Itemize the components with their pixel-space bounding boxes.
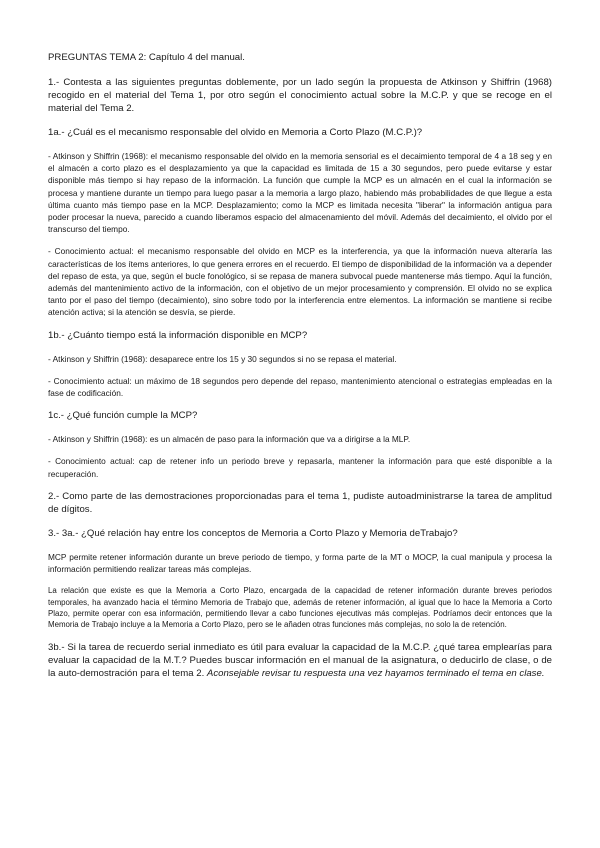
question-1c: 1c.- ¿Qué función cumple la MCP? <box>48 410 198 422</box>
question-3b-text: 3b.- Si la tarea de recuerdo serial inmediato es útil para evaluar la capacidad de la M.C.P. ¿qué tarea emplearías para evaluar la capacidad de la M.T.? Puedes buscar información en el manual de la asignatura, o deducirlo de clase, o de la auto-demostración para el tema 2. <box>48 641 552 679</box>
answer-3a-relation: La relación que existe es que la Memoria a Corto Plazo, encargada de la capacidad de retener información durante breves periodos temporales, ha avanzado hacia el término Memoria de Trabajo que, además de retener información, al igual que lo hace la Memoria a Corto Plazo, permite operar con esa información, permitiendo llevar a cabo funciones ejecutivas más complejas. Podríamos decir entonces que la Memoria de Trabajo incluye a la Memoria a Corto Plazo, pero se le añaden otras funciones más complejas, no solo la de retención. <box>48 586 552 630</box>
question-1: 1.- Contesta a las siguientes preguntas doblemente, por un lado según la propuesta de Atkinson y Shiffrin (1968) recogido en el material del Tema 1, por otro según el conocimiento actual sobre la M.C.P. y que se recoge en el material del Tema 2. <box>48 77 552 114</box>
question-3b-note: Aconsejable revisar tu respuesta una vez hayamos terminado el tema en clase. <box>206 667 545 679</box>
answer-1c-actual: - Conocimiento actual: cap de retener info un periodo breve y repasarla, mantener la información para que esté disponible a la recuperación. <box>48 456 552 479</box>
question-3a: 3.- 3a.- ¿Qué relación hay entre los conceptos de Memoria a Corto Plazo y Memoria deTrabajo? <box>48 527 458 539</box>
answer-1c-atkinson: - Atkinson y Shiffrin (1968): es un almacén de paso para la información que va a dirigirse a la MLP. <box>48 434 411 445</box>
answer-1a-actual: - Conocimiento actual: el mecanismo responsable del olvido en MCP es la interferencia, ya que la información nueva alteraría las características de los ítems anteriores, lo que genera errores en el recuerdo. El tiempo de disponibilidad de la información va a depender del repaso de esta, ya que, según el bucle fonológico, si se repasa de manera subvocal puede mantenerse más tiempo. Aquí la función, además del mantenimiento activo de la información, con el objetivo de un mejor procesamiento y comprensión. El olvido no se explica tanto por el paso del tiempo (decaimiento), sino sobre todo por la interferencia entre elementos. La información se mantiene si recibe atención activa; si la atención se desvía, se pierde. <box>48 246 552 318</box>
question-2: 2.- Como parte de las demostraciones proporcionadas para el tema 1, pudiste autoadministrarse la tarea de amplitud de dígitos. <box>48 490 552 515</box>
document-body <box>48 52 552 691</box>
question-3b <box>48 641 552 680</box>
answer-1b-actual: - Conocimiento actual: un máximo de 18 segundos pero depende del repaso, mantenimiento atencional o estrategias empleadas en la fase de codificación. <box>48 375 552 399</box>
answer-1a-atkinson: - Atkinson y Shiffrin (1968): el mecanismo responsable del olvido en la memoria sensorial es el decaimiento temporal de 4 a 18 seg y en el almacén a corto plazo es el desplazamiento ya que la capacidad es limitada de 15 a 30 segundos, pero puede evitarse y estar disponible más tiempo si hay repaso de la información. La función que cumple la MCP es un almacén en el cual la información se procesa y mantiene durante un tiempo para luego pasar a la memoria a largo plazo, habiendo más probabilidades de que llegue a esta última cuanto más tiempo pase en la MCP. Desplazamiento; como la MCP es limitada necesita "liberar" la información antigua para poder procesar la nueva, parecido a cuando liberamos espacio del almacenamiento del móvil. Además del decaimiento, el olvido por el transcurso del tiempo. <box>48 151 552 235</box>
question-1a: 1a.- ¿Cuál es el mecanismo responsable del olvido en Memoria a Corto Plazo (M.C.P.)? <box>48 127 423 138</box>
answer-3a-summary: MCP permite retener información durante un breve periodo de tiempo, y forma parte de la MT o MOCP, la cual manipula y procesa la información permitiendo realizar tareas más complejas. <box>48 551 552 575</box>
answer-1b-atkinson: - Atkinson y Shiffrin (1968): desaparece entre los 15 y 30 segundos si no se repasa el material. <box>48 353 397 364</box>
question-1b: 1b.- ¿Cuánto tiempo está la información disponible en MCP? <box>48 329 308 341</box>
document-title: PREGUNTAS TEMA 2: Capítulo 4 del manual. <box>48 52 245 63</box>
